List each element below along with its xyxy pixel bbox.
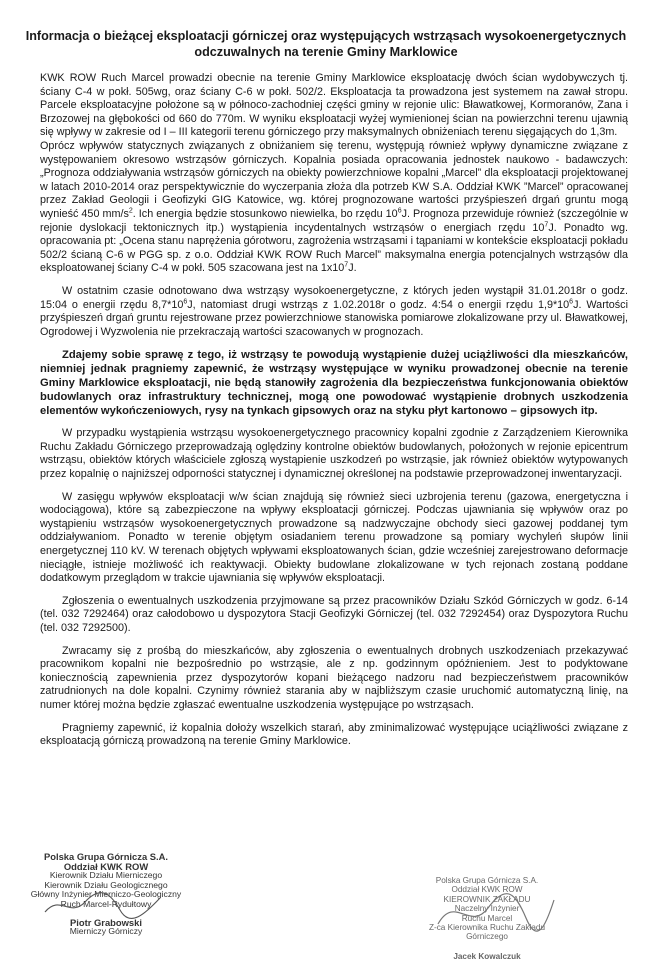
paragraph [40, 491, 628, 586]
text-run: KWK ROW Ruch Marcel prowadzi obecnie na terenie Gminy Marklowice eksploatację dwóch ścian wydobywczych tj. ściany C-4 w pokł. 505wg, oraz ściany C-6 w pokł. 502/2. Eksploatacja ta prowadzona jest systemem na zawał stropu. Parcele eksploatacyjne położone są w północo-zachodniej części gminy w rejonie ulic: Bławatkowej, Kormoranów, Zana i Brzozowej na głębokości od 660 do 770m. W wyniku eksploatacji wyżej wymienionej ścian na powierzchni terenu ujawnią się wpływy w zakresie od I – III kategorii terenu górniczego przy maksymalnych obniżeniach terenu sięgających do 1,3m. [40, 72, 628, 139]
stamp-line: Kierownik Działu Mierniczego [49, 870, 163, 881]
text-run: J, natomiast drugi wstrząs z 1.02.2018r o godz. 4:54 o energii rzędu 1,9*10 [187, 298, 570, 311]
stamp-line: Naczelny Inżynier [454, 904, 520, 914]
paragraph [40, 427, 628, 481]
paragraph [40, 72, 628, 140]
text-run: W zasięgu wpływów eksploatacji w/w ścian znajdują się również sieci uzbrojenia terenu (gazowa, energetyczna i wodociągowa), które są zabezpieczone na wpływy eksploatacji górniczej. Podczas ujawniania się wpływów oraz po wystąpieniu wstrząsów wysokoenergetycznych prowadzone są nadzwyczajne obchody sieci gazowej poddanej tym oddziaływaniom. Ponadto w terenie objętym osiadaniem terenu prowadzone są pomiary wychyleń słupów linii energetycznej 110 kV. W terenach objętych wpływami eksploatowanych ścian, gdzie wcześniej zarejestrowano deformacje nieciągłe, istnieje możliwość ich reaktywacji. Obiekty budowlane zlokalizowane w tych rejonach zostaną poddane dodatkowym przeglądom w trakcie ujawniania się wpływów eksploatacji. [40, 490, 628, 585]
paragraph [40, 645, 628, 713]
paragraph [40, 722, 628, 749]
text-run: W ostatnim czasie odnotowano dwa wstrząsy wysokoenergetyczne, z których jeden wystąpił 31.01.2018r o godz. 15:04 o energii rzędu 8,7*10 [40, 284, 628, 311]
handwritten-signature-left [40, 884, 180, 924]
text-run: J. Prognoza przewiduje również (szczególnie w rejonie dyslokacji tektonicznych itp.) wystąpienia incydentalnych wstrząsów o energiach rzędu 10 [40, 207, 628, 234]
signer-name: Jacek Kowalczuk [453, 951, 521, 961]
stamp-line: Ruch Marcel-Rydułtowy [60, 898, 152, 909]
paragraph [40, 595, 628, 636]
text-run: . Ich energia będzie stosunkowo niewielka, bo rzędu 10 [132, 207, 398, 220]
stamp-line: Polska Grupa Górnicza S.A. [435, 876, 539, 885]
superscript: 6 [397, 207, 402, 215]
text-run: J. Wartości przyśpieszeń drgań gruntu rejestrowane przez powierzchniowe stanowiska pomiarowe zlokalizowane przy ul. Bławatkowej, Ogrodowej i Wyzwolenia nie przekraczają wartości szacowanych w prognozach. [40, 298, 628, 338]
stamp-line: Z-ca Kierownika Ruchu Zakładu Górniczego [428, 923, 546, 942]
superscript: 2 [128, 207, 133, 215]
stamp-line: KIEROWNIK ZAKŁADU [443, 894, 531, 904]
document-title: Informacja o bieżącej eksploatacji górniczej oraz występujących wstrząsach wysokoenergetycznych odczuwalnych na terenie Gminy Marklowice [25, 29, 627, 59]
superscript: 6 [569, 297, 574, 305]
signer-role: Mierniczy Górniczy [69, 926, 143, 937]
superscript: 7 [344, 261, 349, 269]
text-run: Oprócz wpływów statycznych związanych z obniżaniem się terenu, występują również wpływy dynamiczne związane z występowaniem okresowo wstrząsów górniczych. Kopalnia posiada opracowania jednostek naukowo - badawczych: „Prognoza oddziaływania wstrząsów górniczych na obiekty powierzchniowe kopalni „Marcel” dla eksploatacji projektowanej w latach 2010-2014 oraz perspektywicznie do wyczerpania złoża dla potrzeb KW S.A. Oddział KWK ”Marcel” opracowanej przez Zakład Geologii i Geofizyki GIG Katowice, wg. której prognozowane wartości przyśpieszeń drgań gruntu mogą wynieść 450 mm/s [40, 139, 628, 220]
text-run: Pragniemy zapewnić, iż kopalnia dołoży wszelkich starań, aby zminimalizować występujące uciążliwości związane z eksploatacją górniczą prowadzoną na terenie Gminy Marklowice. [40, 721, 628, 748]
paragraph [40, 285, 628, 339]
stamp-line: Kierownik Działu Geologicznego [44, 879, 168, 890]
stamp-org: Polska Grupa Górnicza S.A. [44, 851, 168, 862]
handwritten-signature-right [430, 888, 560, 938]
superscript: 6 [183, 297, 188, 305]
superscript: 7 [544, 220, 549, 228]
stamp-line: Główny Inżynier Mierniczo-Geologiczny [30, 889, 182, 900]
text-run: Zgłoszenia o ewentualnych uszkodzenia przyjmowane są przez pracowników Działu Szkód Górniczych w godz. 6-14 (tel. 032 7292464) oraz całodobowo u dyspozytora Stacji Geofizyki Górniczej (tel. 032 7292454) oraz Dyspozytora Ruchu (tel. 032 7292500). [40, 594, 628, 634]
text-run: J. Ponadto wg. opracowania pt: „Ocena stanu naprężenia górotworu, zagrożenia wstrząsami i tąpaniami w kontekście eksploatacji pokładu 502/2 ścianą C-6 w PGG sp. z o.o. Oddział KWK ROW Ruch Marcel” maksymalna energia potencjalnych wstrząsów dla eksploatowanej ściany C-4 w pokł. 505 szacowana jest na 1x10 [40, 221, 628, 275]
paragraph [40, 140, 628, 276]
stamp-line: Ruchu Marcel [461, 913, 513, 923]
text-run: W przypadku wystąpienia wstrząsu wysokoenergetycznego pracownicy kopalni zgodnie z Zarządzeniem Kierownika Ruchu Zakładu Górniczego przeprowadzają oględziny kontrolne obiektów budowlanych, położonych w rejonie epicentrum wstrząsu, obiektów których właściciele zgłoszą wystąpienie uszkodzeń po wstrząsie, jak również obiektów wytypowanych przez kopalnię o najniższej odporności statycznej i dynamicznej określonej na podstawie przeprowadzonej inwentaryzacji. [40, 427, 628, 481]
signer-name: Piotr Grabowski [70, 916, 142, 928]
text-run: Zdajemy sobie sprawę z tego, iż wstrząsy te powodują wystąpienie dużej uciążliwości dla mieszkańców, niemniej jednak pragniemy zapewnić, że wstrząsy występujące w wyniku prowadzonej obecnie na terenie Gminy Marklowice eksploatacji, nie będą stanowiły zagrożenia dla bezpieczeństwa funkcjonowania obiektów budowlanych oraz infrastruktury technicznej, mogą one powodować wystąpienie drobnych uszkodzenia elementów wykończeniowych, rysy na tynkach gipsowych oraz na styku płyt kartonowo – gipsowych itp. [40, 349, 628, 418]
document-body [40, 72, 628, 758]
text-run: Zwracamy się z prośbą do mieszkańców, aby zgłoszenia o ewentualnych drobnych uszkodzeniach przekazywać pracownikom kopalni nie bezpośrednio po wstrząsie, ale z np. godzinnym opóźnieniem. Jest to podyktowane koniecznością zapewnienia przez dyspozytorów kopani bieżącego nadzoru nad bezpieczeństwem pracowników zatrudnionych na dole kopalni. Czynimy również starania aby w najbliższym czasie uruchomić automatyczną linię, na numer której można będzie zgłaszać ewentualne uszkodzenia występujące po wstrząsach. [40, 644, 628, 711]
stamp-line: Oddział KWK ROW [451, 885, 523, 895]
text-run: J. [348, 262, 357, 275]
stamp-unit: Oddział KWK ROW [63, 860, 149, 872]
paragraph [40, 348, 628, 418]
